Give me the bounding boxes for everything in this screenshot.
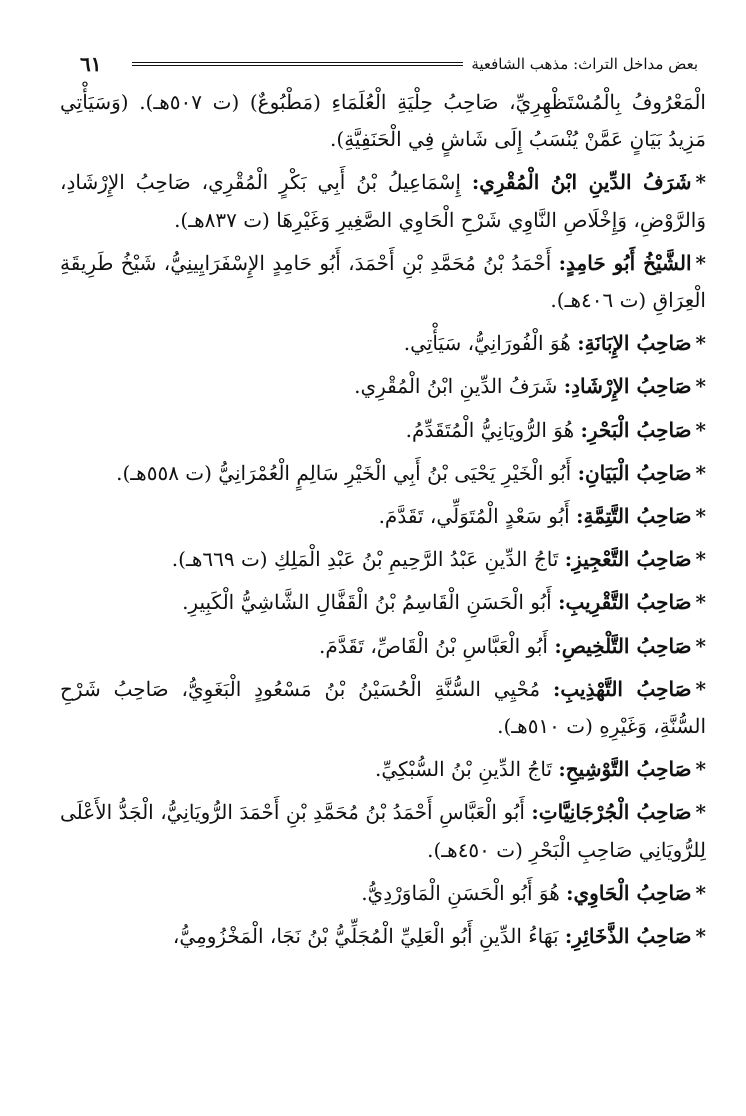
entry-al-tawshih xyxy=(60,751,706,788)
entry-term: صَاحِبُ الإِبَانَةِ: xyxy=(577,331,692,356)
entry-text: هُوَ أَبُو الْحَسَنِ الْمَاوَرْدِيُّ. xyxy=(361,880,560,905)
entry-al-dhakhair xyxy=(60,918,706,955)
bullet-star: * xyxy=(695,417,706,442)
entry-term: صَاحِبُ التَّتِمَّةِ: xyxy=(576,504,692,529)
page-header xyxy=(80,50,698,78)
entry-term: صَاحِبُ الْجُرْجَانِيَّاتِ: xyxy=(531,800,692,825)
bullet-star: * xyxy=(695,590,706,615)
bullet-star: * xyxy=(695,633,706,658)
entry-text: أَبُو الْحَسَنِ الْقَاسِمُ بْنُ الْقَفَّالِ الشَّاشِيُّ الْكَبِيرِ. xyxy=(182,590,552,615)
entry-al-bahr xyxy=(60,412,706,449)
entry-al-irshad xyxy=(60,368,706,405)
entry-term: صَاحِبُ التَّوْشِيحِ: xyxy=(558,757,692,782)
bullet-star: * xyxy=(695,331,706,356)
entry-text: شَرَفُ الدِّينِ ابْنُ الْمُقْرِي. xyxy=(354,374,558,399)
bullet-star: * xyxy=(695,250,706,275)
entry-text: إِسْمَاعِيلُ بْنُ أَبِي بَكْرٍ الْمُقْرِي، صَاحِبُ الإِرْشَادِ، وَالرَّوْضِ، وَإِخْلَاصِ النَّاوِي شَرْحِ الْحَاوِي الصَّغِيرِ وَغَيْرِهَا (ت ٨٣٧هـ). xyxy=(60,170,706,232)
entry-term: صَاحِبُ الْبَيَانِ: xyxy=(577,460,692,485)
page-number: ٦١ xyxy=(80,52,102,76)
entry-continuation xyxy=(60,84,706,158)
entry-al-taqrib xyxy=(60,584,706,621)
bullet-star: * xyxy=(695,880,706,905)
bullet-star: * xyxy=(695,547,706,572)
running-title: بعض مداخل التراث: مذهب الشافعية xyxy=(471,55,698,73)
entry-term: صَاحِبُ الْبَحْرِ: xyxy=(580,417,692,442)
entry-al-talkhis xyxy=(60,628,706,665)
entry-al-hawi xyxy=(60,875,706,912)
entry-text: بَهَاءُ الدِّينِ أَبُو الْعَلِيِّ الْمُجَلِّيُّ بْنُ نَجَا، الْمَخْزُومِيُّ، xyxy=(172,924,559,949)
entry-text: أَبُو الْعَبَّاسِ أَحْمَدُ بْنُ مُحَمَّدِ بْنِ أَحْمَدَ الرُّويَانِيُّ، الْجَدُّ الأَعْلَى لِلرُّويَانِي صَاحِبِ الْبَحْرِ (ت ٤٥٠هـ). xyxy=(60,800,706,862)
bullet-star: * xyxy=(695,676,707,701)
entry-term: صَاحِبُ التَّلْخِيصِ: xyxy=(554,633,692,658)
entry-text: أَبُو الْعَبَّاسِ بْنُ الْقَاصِّ، تَقَدَّمَ. xyxy=(319,633,548,658)
entry-term: شَرَفُ الدِّينِ ابْنُ الْمُقْرِي: xyxy=(471,170,692,195)
entry-term: صَاحِبُ الإِرْشَادِ: xyxy=(563,374,692,399)
bullet-star: * xyxy=(695,460,706,485)
entry-al-ibana xyxy=(60,325,706,362)
entry-al-tatimma xyxy=(60,498,706,535)
entry-text: أَبُو سَعْدٍ الْمُتَوَلِّي، تَقَدَّمَ. xyxy=(378,504,570,529)
entry-al-tajiz xyxy=(60,541,706,578)
bullet-star: * xyxy=(695,374,706,399)
bullet-star: * xyxy=(695,800,707,825)
entry-text: تَاجُ الدِّينِ بْنُ السُّبْكِيِّ. xyxy=(375,757,553,782)
entry-term: صَاحِبُ التَّهْذِيبِ: xyxy=(553,676,692,701)
entry-term: صَاحِبُ الذَّخَائِرِ: xyxy=(564,924,692,949)
bullet-star: * xyxy=(695,924,706,949)
entry-term: صَاحِبُ التَّقْرِيبِ: xyxy=(558,590,692,615)
bullet-star: * xyxy=(695,504,706,529)
entry-text: هُوَ الْفُورَانِيُّ، سَيَأْتِي. xyxy=(403,331,571,356)
header-rule xyxy=(132,62,463,66)
entry-text: أَبُو الْخَيْرِ يَحْيَى بْنُ أَبِي الْخَيْرِ سَالِمٍ الْعُمْرَانِيُّ (ت ٥٥٨هـ). xyxy=(116,460,572,485)
entry-term: صَاحِبُ الْحَاوِي: xyxy=(566,880,692,905)
entry-ibn-al-muqri xyxy=(60,164,706,238)
entry-term: صَاحِبُ التَّعْجِيزِ: xyxy=(564,547,692,572)
entry-text: تَاجُ الدِّينِ عَبْدُ الرَّحِيمِ بْنُ عَبْدِ الْمَلِكِ (ت ٦٦٩هـ). xyxy=(171,547,559,572)
entry-al-tahdhib xyxy=(60,671,706,745)
entry-term: الشَّيْخُ أَبُو حَامِدٍ: xyxy=(558,250,692,275)
entry-text: هُوَ الرُّويَانِيُّ الْمُتَقَدِّمُ. xyxy=(405,417,575,442)
entry-al-bayan xyxy=(60,455,706,492)
entry-abu-hamid xyxy=(60,245,706,319)
entry-text: أَحْمَدُ بْنُ مُحَمَّدِ بْنِ أَحْمَدَ، أَبُو حَامِدٍ الإِسْفَرَايِينِيُّ، شَيْخُ طَرِيقَةِ الْعِرَاقِ (ت ٤٠٦هـ). xyxy=(60,250,706,313)
page-body xyxy=(60,84,706,955)
entry-al-jurjaniyyat xyxy=(60,794,706,868)
entry-text: مُحْيِي السُّنَّةِ الْحُسَيْنُ بْنُ مَسْعُودٍ الْبَغَوِيُّ، صَاحِبُ شَرْحِ السُّنَّةِ، وَغَيْرِهِ (ت ٥١٠هـ). xyxy=(60,676,706,739)
bullet-star: * xyxy=(695,757,706,782)
entry-text: الْمَعْرُوفُ بِالْمُسْتَظْهِرِيِّ، صَاحِبُ حِلْيَةِ الْعُلَمَاءِ (مَطْبُوعٌ) (ت ٥٠٧هـ). (وَسَيَأْتِي مَزِيدُ بَيَانٍ عَمَّنْ يُنْسَبُ إِلَى شَاشٍ فِي الْحَنَفِيَّةِ). xyxy=(60,90,706,152)
bullet-star: * xyxy=(695,170,707,195)
